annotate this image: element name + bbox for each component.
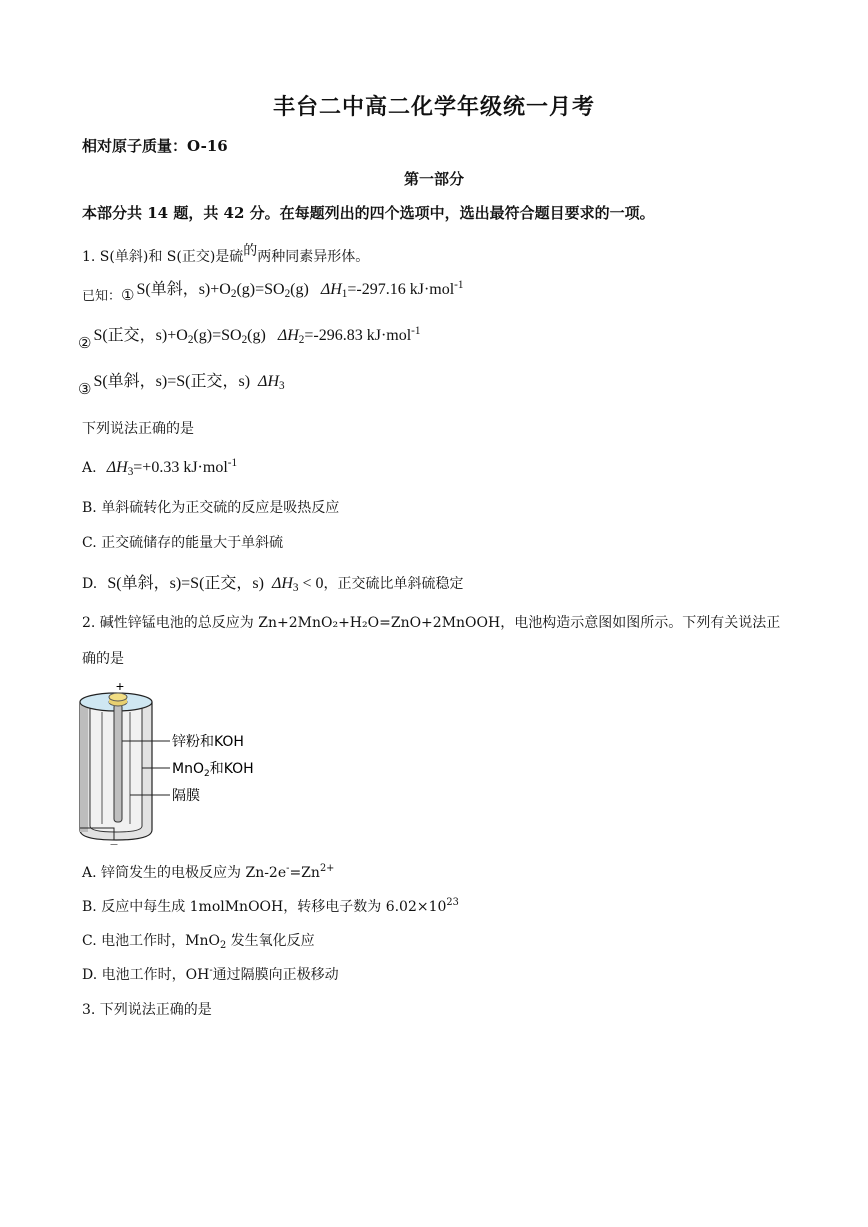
plus-sign: + xyxy=(115,678,125,694)
q2-option-a: A. 锌筒发生的电极反应为 $Zn-2e^-=Zn^{2+}$ xyxy=(82,863,335,881)
q1-stem: 1. S(单斜)和 S(正交)是硫的两种同素异形体。 xyxy=(82,243,370,265)
page-title: 丰台二中高二化学年级统一月考 xyxy=(272,94,595,120)
atomic-mass: 相对原子质量：O-16 xyxy=(82,137,228,155)
section-intro: 本部分共 14 题，共 42 分。在每题列出的四个选项中，选出最符合题目要求的一项。 xyxy=(82,204,655,222)
battery-diagram xyxy=(74,678,284,846)
q2-option-d: D. 电池工作时，OH-通过隔膜向正极移动 xyxy=(82,965,339,983)
q1-option-c: C. 正交硫储存的能量大于单斜硫 xyxy=(82,535,284,551)
q1-question: 下列说法正确的是 xyxy=(82,421,194,437)
current-collector-rod xyxy=(114,704,122,822)
q1-option-b: B. 单斜硫转化为正交硫的反应是吸热反应 xyxy=(82,500,340,516)
q2-option-c: C. 电池工作时，MnO$_2$ 发生氧化反应 xyxy=(82,933,315,951)
q1-option-d: D. S(单斜，s)=S(正交，s) $\Delta H_3 < 0$，正交硫比单斜硫稳定 xyxy=(82,575,464,594)
label-separator: 隔膜 xyxy=(172,788,200,804)
minus-sign: — xyxy=(110,841,118,846)
label-zinc-koh: 锌粉和KOH xyxy=(172,734,244,750)
q2-option-b: B. 反应中每生成 1molMnOOH，转移电子数为 $6.02\times 10^{23}$ xyxy=(82,897,459,915)
q1-known-eq1: 已知：① S(单斜，$s)+O_2(g)=SO_2(g)$ $\Delta H_1=-297.16$ kJ·mol$^{-1}$ xyxy=(82,279,464,304)
q1-option-a: A. $\Delta H_3=+0.33$ kJ·mol$^{-1}$ xyxy=(82,457,238,478)
q3-stem: 3. 下列说法正确的是 xyxy=(82,1002,212,1018)
q1-eq3: ③ S(单斜，s)=S(正交，s) $\Delta H_3$ xyxy=(78,373,285,398)
can-wall-shade xyxy=(80,702,88,832)
q2-stem-line1: 2. 碱性锌锰电池的总反应为 Zn+2MnO₂+H₂O=ZnO+2MnOOH，电池构造示意图如图所示。下列有关说法正 xyxy=(82,615,781,631)
cap-top xyxy=(109,693,127,701)
section-heading: 第一部分 xyxy=(403,170,464,188)
q2-stem-line2: 确的是 xyxy=(82,651,124,667)
q1-eq2: ② S(正交，$s)+O_2(g)=SO_2(g)$ $\Delta H_2=-296.83$ kJ·mol$^{-1}$ xyxy=(78,325,421,352)
label-mno2-koh: MnO$_2$和KOH xyxy=(172,761,254,779)
